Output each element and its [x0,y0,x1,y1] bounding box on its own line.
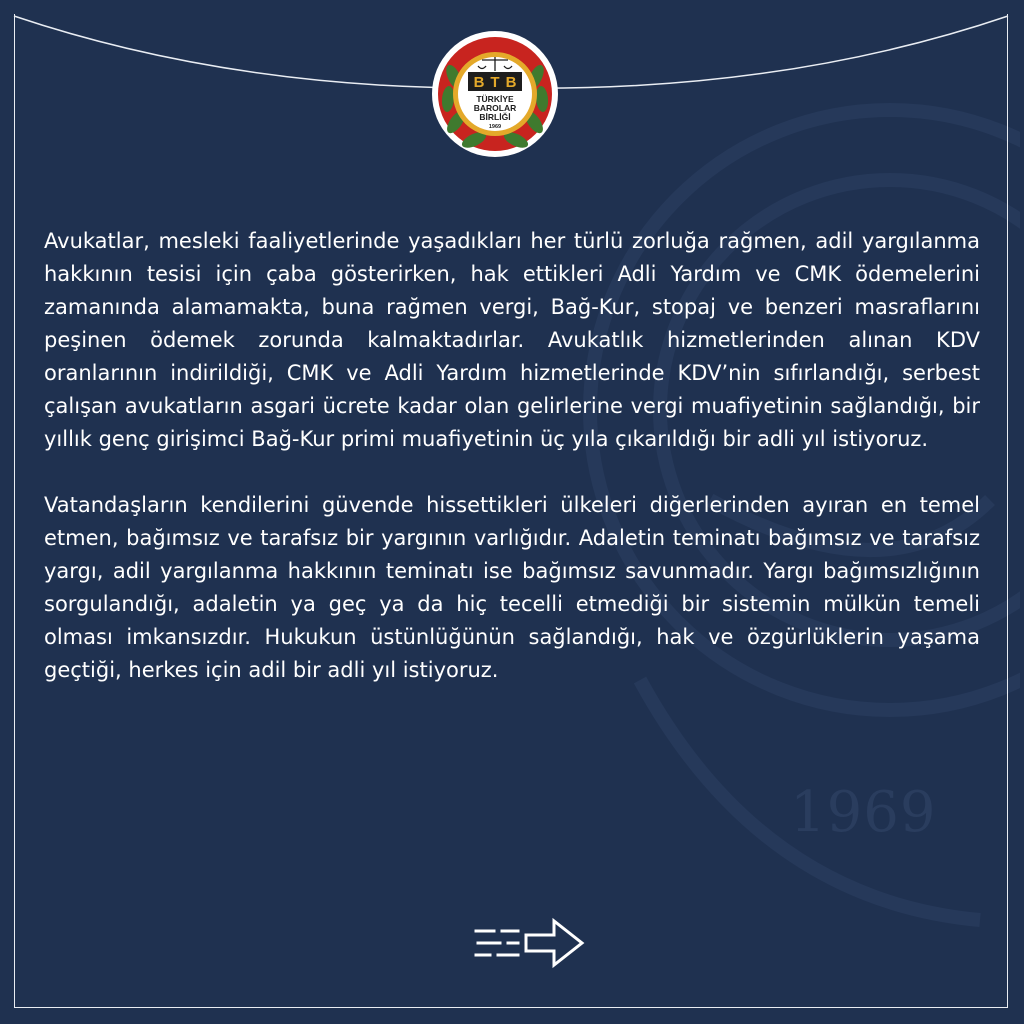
logo-line-3: BİRLİĞİ [479,112,511,122]
watermark-year: 1969 [790,780,937,845]
paragraph-1: Avukatlar, mesleki faaliyetlerinde yaşadıkları her türlü zorluğa rağmen, adil yargılanma hakkının tesisi için çaba gösterirken, hak ettikleri Adli Yardım ve CMK ödemelerini zamanında alamamakta, buna rağmen vergi, Bağ-Kur, stopaj ve benzeri masraflarını peşinen ödemek zorunda kalmaktadırlar. Avukatlık hizmetlerinden alınan KDV oranlarının indirildiği, CMK ve Adli Yardım hizmetlerinde KDV’nin sıfırlandığı, serbest çalışan avukatların asgari ücrete kadar olan gelirlerine vergi muafiyetinin sağlandığı, bir yıllık genç girişimci Bağ-Kur primi muafiyetinin üç yıla çıkarıldığı bir adli yıl istiyoruz. [44,229,980,451]
logo-year: 1969 [488,124,502,130]
paragraph-2: Vatandaşların kendilerini güvende hissettikleri ülkeleri diğerlerinden ayıran en temel etmen, bağımsız ve tarafsız bir yargının varlığıdır. Adaletin teminatı bağımsız ve tarafsız yargı, adil yargılanma hakkının teminatı ise bağımsız savunmadır. Yargı bağımsızlığının sorgulandığı, adaletin ya geç ya da hiç tecelli etmediği bir sistemin mülkün temeli olması imkansızdır. Hukukun üstünlüğünün sağlandığı, hak ve özgürlüklerin yaşama geçtiği, herkes için adil bir adli yıl istiyoruz. [44,493,980,682]
tbb-logo [430,27,560,162]
logo-line-1: TÜRKİYE [476,94,514,104]
logo-line-2: BAROLAR [473,103,517,113]
arrow-right-icon[interactable] [470,915,590,971]
svg-text:T: T [490,74,500,91]
statement-text [44,225,980,720]
svg-text:B: B [473,74,485,91]
svg-text:B: B [505,74,517,91]
